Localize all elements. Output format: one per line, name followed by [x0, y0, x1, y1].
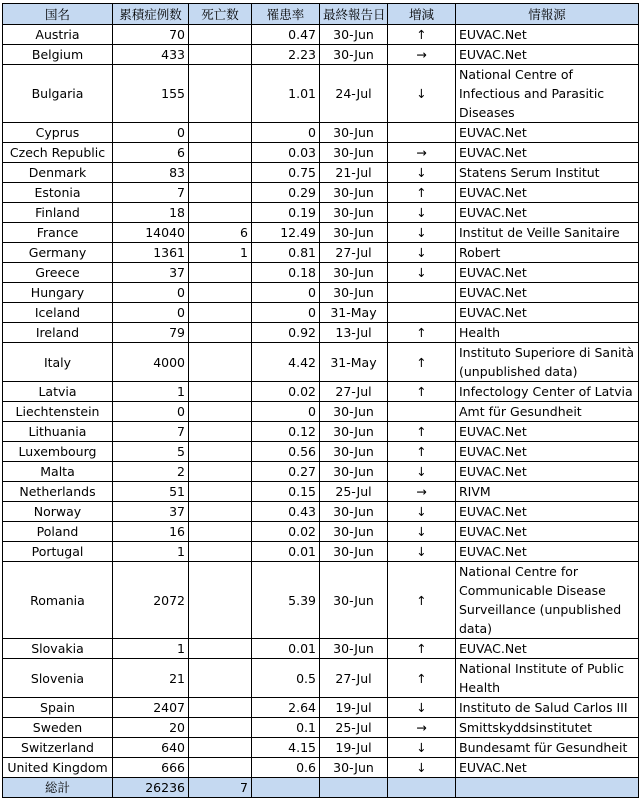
table-row: [3, 502, 639, 522]
cell-trend: ↑: [388, 25, 456, 45]
cell-deaths: [189, 123, 252, 143]
cell-country: Bulgaria: [3, 65, 113, 123]
cell-deaths: [189, 659, 252, 698]
cell-cases: 1: [113, 382, 189, 402]
table-row: [3, 203, 639, 223]
cell-trend: ↑: [388, 323, 456, 343]
total-empty-source: [456, 778, 639, 798]
table-header: [3, 4, 639, 25]
cell-trend: [388, 402, 456, 422]
cell-rate: 0.15: [252, 482, 320, 502]
cell-source: Health: [456, 323, 639, 343]
cell-date: 30-Jun: [320, 223, 388, 243]
cell-trend: ↓: [388, 758, 456, 778]
header-rate: 罹患率: [252, 4, 320, 25]
cell-deaths: [189, 65, 252, 123]
cell-source: EUVAC.Net: [456, 422, 639, 442]
cell-country: Latvia: [3, 382, 113, 402]
cell-cases: 433: [113, 45, 189, 65]
cell-source: EUVAC.Net: [456, 502, 639, 522]
cell-cases: 83: [113, 163, 189, 183]
cell-country: Poland: [3, 522, 113, 542]
cell-country: Denmark: [3, 163, 113, 183]
cell-deaths: [189, 442, 252, 462]
cell-country: Iceland: [3, 303, 113, 323]
table-row: [3, 639, 639, 659]
cell-rate: 0.1: [252, 718, 320, 738]
cell-trend: ↓: [388, 738, 456, 758]
cell-trend: ↑: [388, 343, 456, 382]
cell-date: 19-Jul: [320, 738, 388, 758]
cell-date: 30-Jun: [320, 123, 388, 143]
cell-deaths: [189, 738, 252, 758]
cell-cases: 0: [113, 123, 189, 143]
table-row: [3, 183, 639, 203]
cell-deaths: [189, 639, 252, 659]
table-row: [3, 442, 639, 462]
cell-cases: 79: [113, 323, 189, 343]
cell-country: Greece: [3, 263, 113, 283]
measles-cases-table: [2, 3, 639, 798]
cell-cases: 51: [113, 482, 189, 502]
header-trend: 増減: [388, 4, 456, 25]
table-row: [3, 659, 639, 698]
cell-cases: 18: [113, 203, 189, 223]
cell-cases: 5: [113, 442, 189, 462]
cell-source: EUVAC.Net: [456, 758, 639, 778]
cell-rate: 1.01: [252, 65, 320, 123]
cell-source: EUVAC.Net: [456, 639, 639, 659]
cell-source: Statens Serum Institut: [456, 163, 639, 183]
cell-country: Belgium: [3, 45, 113, 65]
cell-trend: →: [388, 143, 456, 163]
cell-cases: 21: [113, 659, 189, 698]
cell-rate: 0.01: [252, 542, 320, 562]
cell-country: Hungary: [3, 283, 113, 303]
cell-cases: 4000: [113, 343, 189, 382]
cell-deaths: [189, 203, 252, 223]
cell-country: France: [3, 223, 113, 243]
header-country: 国名: [3, 4, 113, 25]
table-row: [3, 143, 639, 163]
cell-country: Germany: [3, 243, 113, 263]
cell-deaths: [189, 522, 252, 542]
total-cases: 26236: [113, 778, 189, 798]
cell-rate: 0.01: [252, 639, 320, 659]
cell-cases: 155: [113, 65, 189, 123]
cell-deaths: 6: [189, 223, 252, 243]
cell-date: 30-Jun: [320, 522, 388, 542]
cell-cases: 640: [113, 738, 189, 758]
cell-date: 25-Jul: [320, 482, 388, 502]
cell-rate: 0: [252, 402, 320, 422]
cell-source: EUVAC.Net: [456, 183, 639, 203]
cell-deaths: [189, 343, 252, 382]
cell-deaths: [189, 382, 252, 402]
cell-rate: 0.81: [252, 243, 320, 263]
table-row: [3, 522, 639, 542]
cell-source: EUVAC.Net: [456, 542, 639, 562]
cell-country: Malta: [3, 462, 113, 482]
cell-date: 30-Jun: [320, 263, 388, 283]
total-empty-trend: [388, 778, 456, 798]
cell-cases: 0: [113, 303, 189, 323]
cell-cases: 7: [113, 422, 189, 442]
cell-source: Infectology Center of Latvia: [456, 382, 639, 402]
cell-source: EUVAC.Net: [456, 442, 639, 462]
cell-date: 19-Jul: [320, 698, 388, 718]
table-row: [3, 718, 639, 738]
table-row: [3, 562, 639, 639]
cell-deaths: [189, 323, 252, 343]
cell-rate: 0.5: [252, 659, 320, 698]
cell-rate: 0.19: [252, 203, 320, 223]
cell-rate: 0.12: [252, 422, 320, 442]
cell-deaths: [189, 45, 252, 65]
cell-cases: 14040: [113, 223, 189, 243]
cell-rate: 0.29: [252, 183, 320, 203]
cell-trend: ↓: [388, 65, 456, 123]
cell-deaths: 1: [189, 243, 252, 263]
cell-cases: 1361: [113, 243, 189, 263]
cell-date: 30-Jun: [320, 203, 388, 223]
cell-trend: ↓: [388, 203, 456, 223]
cell-date: 25-Jul: [320, 718, 388, 738]
table-row: [3, 45, 639, 65]
cell-date: 30-Jun: [320, 562, 388, 639]
cell-rate: 4.15: [252, 738, 320, 758]
cell-cases: 0: [113, 283, 189, 303]
cell-trend: ↑: [388, 422, 456, 442]
cell-rate: 0.47: [252, 25, 320, 45]
cell-trend: →: [388, 718, 456, 738]
table-row: [3, 343, 639, 382]
cell-date: 30-Jun: [320, 183, 388, 203]
cell-deaths: [189, 183, 252, 203]
cell-cases: 16: [113, 522, 189, 542]
cell-deaths: [189, 502, 252, 522]
table-body: [3, 25, 639, 778]
cell-source: National Centre for Communicable Disease Surveillance (unpublished data): [456, 562, 639, 639]
cell-cases: 1: [113, 542, 189, 562]
cell-date: 30-Jun: [320, 462, 388, 482]
cell-deaths: [189, 163, 252, 183]
table-row: [3, 738, 639, 758]
cell-rate: 2.23: [252, 45, 320, 65]
header-deaths: 死亡数: [189, 4, 252, 25]
cell-date: 30-Jun: [320, 542, 388, 562]
cell-trend: ↓: [388, 243, 456, 263]
cell-source: Smittskyddsinstitutet: [456, 718, 639, 738]
cell-rate: 0: [252, 283, 320, 303]
cell-trend: ↓: [388, 223, 456, 243]
cell-country: Lithuania: [3, 422, 113, 442]
cell-trend: →: [388, 45, 456, 65]
cell-country: Liechtenstein: [3, 402, 113, 422]
cell-deaths: [189, 462, 252, 482]
cell-rate: 2.64: [252, 698, 320, 718]
cell-country: Estonia: [3, 183, 113, 203]
cell-date: 30-Jun: [320, 283, 388, 303]
cell-source: Bundesamt für Gesundheit: [456, 738, 639, 758]
cell-deaths: [189, 698, 252, 718]
cell-country: Norway: [3, 502, 113, 522]
cell-trend: ↓: [388, 263, 456, 283]
cell-date: 30-Jun: [320, 639, 388, 659]
cell-trend: ↑: [388, 639, 456, 659]
cell-deaths: [189, 422, 252, 442]
table-row: [3, 698, 639, 718]
cell-source: EUVAC.Net: [456, 303, 639, 323]
table-row: [3, 758, 639, 778]
cell-cases: 6: [113, 143, 189, 163]
cell-country: United Kingdom: [3, 758, 113, 778]
table-row: [3, 283, 639, 303]
cell-country: Austria: [3, 25, 113, 45]
table-row: [3, 263, 639, 283]
cell-date: 27-Jul: [320, 659, 388, 698]
cell-country: Ireland: [3, 323, 113, 343]
table-row: [3, 462, 639, 482]
cell-deaths: [189, 542, 252, 562]
cell-deaths: [189, 402, 252, 422]
cell-date: 30-Jun: [320, 758, 388, 778]
cell-source: Instituto Superiore di Sanità (unpublished data): [456, 343, 639, 382]
cell-country: Finland: [3, 203, 113, 223]
cell-trend: ↓: [388, 522, 456, 542]
cell-rate: 0.75: [252, 163, 320, 183]
cell-country: Switzerland: [3, 738, 113, 758]
header-date: 最終報告日: [320, 4, 388, 25]
table-row: [3, 163, 639, 183]
cell-deaths: [189, 263, 252, 283]
cell-trend: ↓: [388, 698, 456, 718]
cell-rate: 0.6: [252, 758, 320, 778]
cell-source: EUVAC.Net: [456, 522, 639, 542]
cell-source: EUVAC.Net: [456, 263, 639, 283]
cell-deaths: [189, 283, 252, 303]
cell-rate: 0.56: [252, 442, 320, 462]
cell-date: 13-Jul: [320, 323, 388, 343]
cell-deaths: [189, 143, 252, 163]
table-row: [3, 243, 639, 263]
cell-deaths: [189, 758, 252, 778]
cell-source: EUVAC.Net: [456, 25, 639, 45]
cell-date: 30-Jun: [320, 45, 388, 65]
cell-source: National Institute of Public Health: [456, 659, 639, 698]
cell-country: Spain: [3, 698, 113, 718]
cell-rate: 0.92: [252, 323, 320, 343]
cell-trend: ↓: [388, 542, 456, 562]
cell-date: 30-Jun: [320, 25, 388, 45]
cell-date: 31-May: [320, 343, 388, 382]
cell-country: Luxembourg: [3, 442, 113, 462]
cell-deaths: [189, 25, 252, 45]
cell-country: Romania: [3, 562, 113, 639]
cell-date: 27-Jul: [320, 382, 388, 402]
cell-cases: 20: [113, 718, 189, 738]
cell-cases: 37: [113, 502, 189, 522]
cell-date: 31-May: [320, 303, 388, 323]
total-empty-date: [320, 778, 388, 798]
cell-country: Sweden: [3, 718, 113, 738]
table-row: [3, 422, 639, 442]
table-row: [3, 542, 639, 562]
cell-source: EUVAC.Net: [456, 123, 639, 143]
table-row: [3, 223, 639, 243]
cell-trend: →: [388, 482, 456, 502]
cell-trend: [388, 283, 456, 303]
cell-source: EUVAC.Net: [456, 462, 639, 482]
cell-trend: [388, 123, 456, 143]
cell-source: EUVAC.Net: [456, 143, 639, 163]
cell-cases: 37: [113, 263, 189, 283]
cell-rate: 0: [252, 123, 320, 143]
cell-deaths: [189, 718, 252, 738]
cell-cases: 666: [113, 758, 189, 778]
cell-trend: ↑: [388, 562, 456, 639]
cell-country: Portugal: [3, 542, 113, 562]
table-row: [3, 323, 639, 343]
cell-source: RIVM: [456, 482, 639, 502]
cell-country: Slovenia: [3, 659, 113, 698]
cell-rate: 5.39: [252, 562, 320, 639]
table-row: [3, 25, 639, 45]
cell-trend: ↓: [388, 502, 456, 522]
cell-date: 30-Jun: [320, 402, 388, 422]
cell-cases: 7: [113, 183, 189, 203]
cell-source: Amt für Gesundheit: [456, 402, 639, 422]
cell-date: 30-Jun: [320, 422, 388, 442]
total-empty-rate: [252, 778, 320, 798]
cell-cases: 70: [113, 25, 189, 45]
cell-source: EUVAC.Net: [456, 283, 639, 303]
cell-cases: 1: [113, 639, 189, 659]
cell-rate: 12.49: [252, 223, 320, 243]
table-row: [3, 402, 639, 422]
cell-country: Slovakia: [3, 639, 113, 659]
cell-country: Italy: [3, 343, 113, 382]
table-row: [3, 303, 639, 323]
cell-rate: 0.43: [252, 502, 320, 522]
total-row: [3, 778, 639, 798]
cell-trend: ↓: [388, 163, 456, 183]
cell-country: Netherlands: [3, 482, 113, 502]
cell-trend: [388, 303, 456, 323]
table-row: [3, 65, 639, 123]
cell-source: Instituto de Salud Carlos III: [456, 698, 639, 718]
cell-date: 27-Jul: [320, 243, 388, 263]
cell-rate: 0: [252, 303, 320, 323]
cell-deaths: [189, 303, 252, 323]
cell-rate: 0.02: [252, 382, 320, 402]
cell-trend: ↑: [388, 183, 456, 203]
cell-cases: 2407: [113, 698, 189, 718]
cell-source: EUVAC.Net: [456, 45, 639, 65]
cell-rate: 0.03: [252, 143, 320, 163]
table-row: [3, 382, 639, 402]
cell-trend: ↓: [388, 462, 456, 482]
header-row: [3, 4, 639, 25]
header-source: 情報源: [456, 4, 639, 25]
cell-source: EUVAC.Net: [456, 203, 639, 223]
cell-trend: ↑: [388, 442, 456, 462]
cell-rate: 0.18: [252, 263, 320, 283]
cell-cases: 2072: [113, 562, 189, 639]
cell-rate: 0.27: [252, 462, 320, 482]
header-cases: 累積症例数: [113, 4, 189, 25]
cell-cases: 2: [113, 462, 189, 482]
table-row: [3, 123, 639, 143]
cell-source: National Centre of Infectious and Parasitic Diseases: [456, 65, 639, 123]
cell-date: 30-Jun: [320, 143, 388, 163]
cell-source: Robert: [456, 243, 639, 263]
cell-country: Cyprus: [3, 123, 113, 143]
cell-trend: ↑: [388, 659, 456, 698]
cell-date: 24-Jul: [320, 65, 388, 123]
cell-date: 30-Jun: [320, 442, 388, 462]
cell-country: Czech Republic: [3, 143, 113, 163]
total-label: 総計: [3, 778, 113, 798]
cell-date: 30-Jun: [320, 502, 388, 522]
total-deaths: 7: [189, 778, 252, 798]
cell-date: 21-Jul: [320, 163, 388, 183]
cell-trend: ↑: [388, 382, 456, 402]
cell-rate: 0.02: [252, 522, 320, 542]
cell-source: Institut de Veille Sanitaire: [456, 223, 639, 243]
cell-rate: 4.42: [252, 343, 320, 382]
table-row: [3, 482, 639, 502]
cell-deaths: [189, 562, 252, 639]
cell-cases: 0: [113, 402, 189, 422]
cell-deaths: [189, 482, 252, 502]
